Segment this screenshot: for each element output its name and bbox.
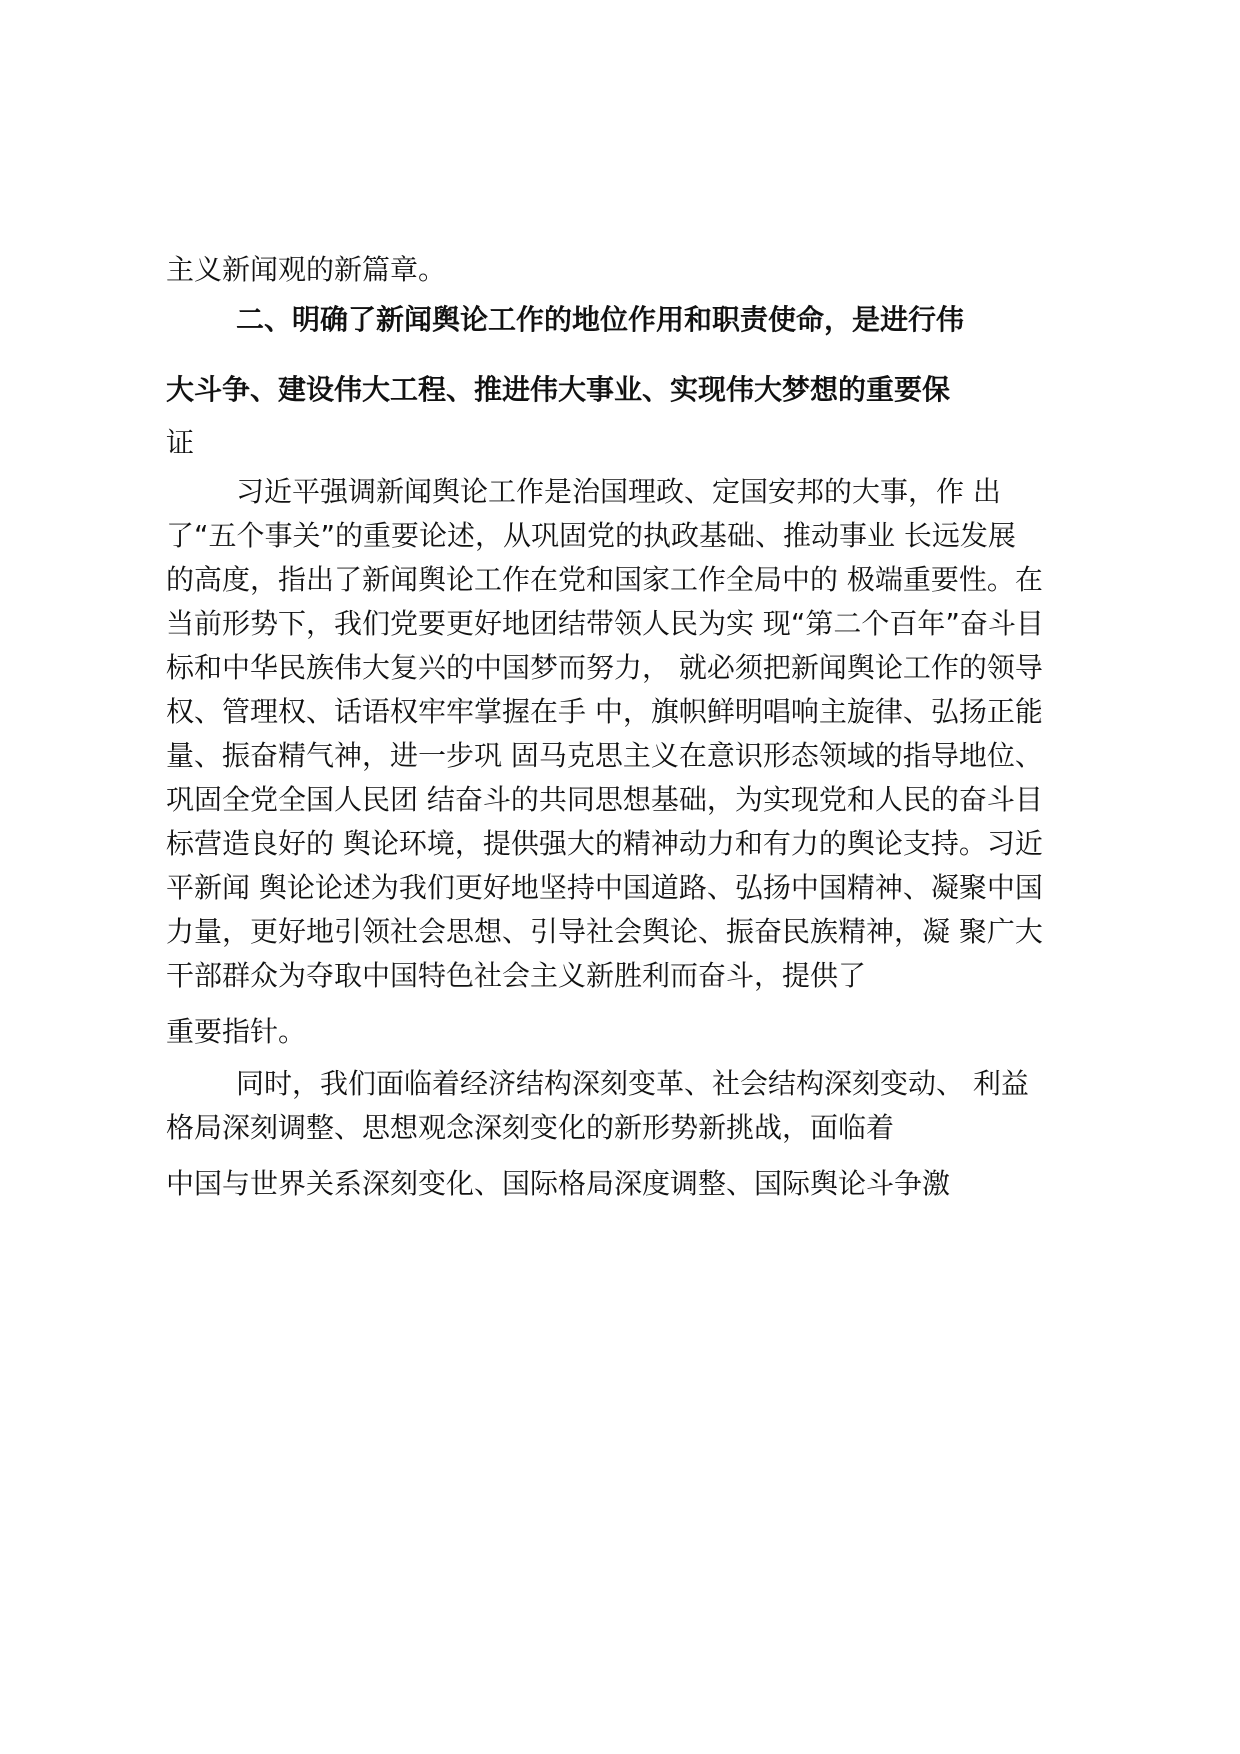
paragraph-line: 标营造良好的 舆论环境，提供强大的精神动力和有力的舆论支持。习近 (166, 827, 1043, 860)
paragraph-line: 巩固全党全国人民团 结奋斗的共同思想基础，为实现党和人民的奋斗目 (166, 783, 1043, 816)
section-heading-line: 二、明确了新闻舆论工作的地位作用和职责使命，是进行伟 (236, 303, 965, 336)
paragraph-line: 习近平强调新闻舆论工作是治国理政、定国安邦的大事，作 出 (236, 475, 1001, 508)
section-heading-line: 证 (166, 426, 195, 459)
paragraph-line: 干部群众为夺取中国特色社会主义新胜利而奋斗，提供了 (166, 959, 867, 992)
text-line: 主义新闻观的新篇章。 (166, 253, 447, 286)
paragraph-line: 当前形势下，我们党要更好地团结带领人民为实 现“第二个百年”奋斗目 (166, 607, 1044, 640)
section-heading-line: 大斗争、建设伟大工程、推进伟大事业、实现伟大梦想的重要保 (166, 373, 951, 406)
paragraph-line: 力量，更好地引领社会思想、引导社会舆论、振奋民族精神，凝 聚广大 (166, 915, 1043, 948)
paragraph-line: 量、振奋精气神，进一步巩 固马克思主义在意识形态领域的指导地位、 (166, 739, 1043, 772)
paragraph-line: 重要指针。 (166, 1015, 307, 1048)
paragraph-line: 权、管理权、话语权牢牢掌握在手 中，旗帜鲜明唱响主旋律、弘扬正能 (166, 695, 1043, 728)
paragraph-line: 同时，我们面临着经济结构深刻变革、社会结构深刻变动、 利益 (236, 1067, 1029, 1100)
paragraph-line: 标和中华民族伟大复兴的中国梦而努力， 就必须把新闻舆论工作的领导 (166, 651, 1043, 684)
paragraph-line: 格局深刻调整、思想观念深刻变化的新形势新挑战，面临着 (166, 1111, 895, 1144)
paragraph-line: 了“五个事关”的重要论述，从巩固党的执政基础、推动事业 长远发展 (166, 519, 1016, 552)
paragraph-line: 平新闻 舆论论述为我们更好地坚持中国道路、弘扬中国精神、凝聚中国 (166, 871, 1043, 904)
paragraph-line: 中国与世界关系深刻变化、国际格局深度调整、国际舆论斗争激 (166, 1167, 951, 1200)
paragraph-line: 的高度，指出了新闻舆论工作在党和国家工作全局中的 极端重要性。在 (166, 563, 1043, 596)
